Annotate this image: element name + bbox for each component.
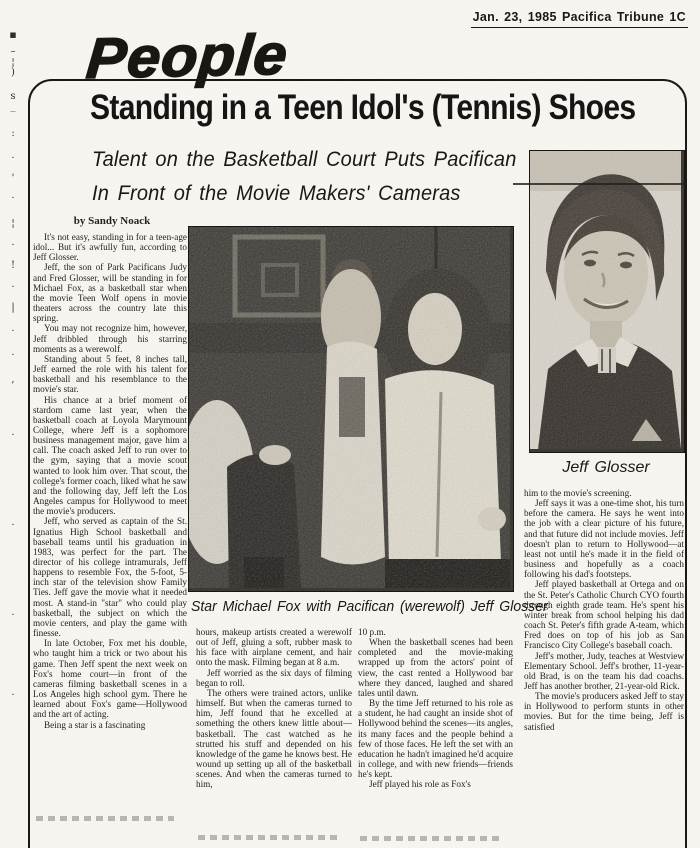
body-paragraph: It's not easy, standing in for a teen-age idol... But it's awfully fun, according to Jeff Glosser. [33,232,187,263]
body-paragraph: Jeff's mother, Judy, teaches at Westview Elementary School. Jeff's brother, 11-year-old Brad, is on the team his dad coachs. Jeff has another brother, 21-year-old Rick. [524,650,684,691]
scan-mark: · [11,430,15,441]
scan-mark: _ [10,101,16,112]
body-paragraph: hours, makeup artists created a werewolf out of Jeff, gluing a soft, rubber mask to his face with airplane cement, and hair onto the mask. Filming began at 8 a.m. [196,627,352,668]
body-paragraph: The movie's producers asked Jeff to stay in Hollywood to perform stunts in other movies. But for the time being, Jeff is satisfied [524,691,684,732]
scan-mark: · [11,326,15,337]
body-paragraph: Jeff says it was a one-time shot, his turn before the camera. He says he went into the job with a clear picture of his future, and that future did not include movies. Jeff doesn't plan to return to Hollywood—at least not until he's made it in the field of business and hopefully as a coach following his dad's footsteps. [524,498,684,580]
body-paragraph: In late October, Fox met his double, who taught him a trick or two about his game. Then Jeff spent the next week on Fox's home court—in front of the cameras filming basketball scenes in a Los Angeles high school gym. There he learned about Fox's game—Hollywood and the art of acting. [33,638,187,720]
column-middle [196,627,352,790]
scan-mark: ▪ [9,28,17,41]
body-paragraph: Jeff, the son of Park Pacificans Judy and Fred Glosser, will be standing in for Michael Fox, as a basketball star when the movie Teen Wolf opens in movie theaters across the country late this spring. [33,262,187,324]
subhead-line-1: Talent on the Basketball Court Puts Pacifican [92,147,517,171]
section-masthead: People [84,22,291,92]
scan-fold-line [513,183,686,185]
body-paragraph: When the basketball scenes had been completed and the movie-making wrapped up from the actors' point of view, the cast rented a Hollywood bar where they danced, laughed and shared tales until dawn. [358,637,513,698]
body-paragraph: His chance at a brief moment of stardom came last year, when the basketball coach at Loyola Marymount College, where Jeff is a sophomore business management major, gave him a call. The coach asked Jeff to run over to the gym, saying that a movie scout wanted to look him over. That scout, the college's former coach, liked what he saw and the following day, Jeff left the Los Angeles campus for Hollywood to meet the movie's producers. [33,394,187,517]
scan-mark: · [11,240,15,251]
body-paragraph: 10 p.m. [358,627,386,637]
scan-mark: ¦ [11,218,15,229]
main-photo-illustration [189,227,510,588]
scan-mark: ' [11,173,15,184]
main-photo [188,226,514,592]
scan-mark: | [11,302,15,313]
body-paragraph: Jeff worried as the six days of filming began to roll. [196,667,352,688]
scan-mark: · [11,153,15,164]
scan-mark: · [11,520,15,531]
body-paragraph: Jeff played basketball at Ortega and on the St. Peter's Catholic Church CYO fourth through eighth grade team. He's spent his winter break from school helping his dad coach St. Peter's fifth grade A-team, which Fred does on top of his job as San Francisco City College's baseball coach. [524,579,684,651]
cutoff-text-smudge [36,816,174,821]
portrait-illustration [530,151,681,449]
scan-mark: : [11,128,15,139]
scan-mark: , [11,374,15,385]
column-third [358,627,513,790]
portrait-caption: Jeff Glosser [562,459,650,476]
subhead-line-2: In Front of the Movie Makers' Cameras [92,181,461,205]
scan-mark: ! [10,260,16,271]
dateline: Jan. 23, 1985 Pacifica Tribune 1C [471,10,688,28]
body-paragraph: Jeff played his role as Fox's [369,779,471,790]
body-paragraph: Being a star is a fascinating [44,719,146,730]
scan-mark: – [10,46,16,57]
column-left [33,232,187,730]
byline: by Sandy Noack [73,215,151,227]
scan-mark: ¦ [11,57,15,68]
portrait-photo [529,150,685,453]
cutoff-text-smudge [198,835,338,840]
scan-mark: · [11,282,15,293]
body-paragraph: him to the movie's screening. [524,488,632,498]
cutoff-text-smudge [360,836,502,841]
column-right [524,488,684,732]
headline: Standing in a Teen Idol's (Tennis) Shoes [90,88,636,127]
main-photo-caption: Star Michael Fox with Pacifican (werewolf) Jeff Glosser [191,599,548,615]
scan-mark: · [11,690,15,701]
body-paragraph: Jeff, who served as captain of the St. Ignatius High School basketball and baseball teams until his graduation in 1983, was perfect for the part. The director of his college intramurals, Jeff happens to resemble Fox, the 5-foot, 5-inch star of the television show Family Ties. Jeff gave the movie what it needed most. A stand-in "star" who could play basketball, the subject on which the movie centers, and play the game with finesse. [33,516,187,639]
body-paragraph: The others were trained actors, unlike himself. But when the cameras turned to him, Jeff found that he excelled at something the others knew little about—basketball. The cast watched as he strutted his stuff and depended on his knowledge of the game he knows best. He wound up setting up all of the basketball scenes. And when the cameras turned to him, [196,687,352,790]
scan-mark: · [11,193,15,204]
scan-mark: s [10,91,16,102]
scan-mark: ) [11,67,15,78]
body-paragraph: You may not recognize him, however, Jeff dribbled through his starring moments as a werewolf. [33,323,187,354]
body-paragraph: By the time Jeff returned to his role as a student, he had caught an inside shot of Hollywood behind the scenes—its angles, its many faces and the people behind a few of those faces. He left the set with an education he hadn't imagined he'd acquire in college, and with new friends—friends he's kept. [358,698,513,780]
scan-mark: · [11,350,15,361]
body-paragraph: Standing about 5 feet, 8 inches tall, Jeff earned the role with his talent for basketball and his resemblance to the movie's star. [33,353,187,395]
scan-mark: · [11,610,15,621]
